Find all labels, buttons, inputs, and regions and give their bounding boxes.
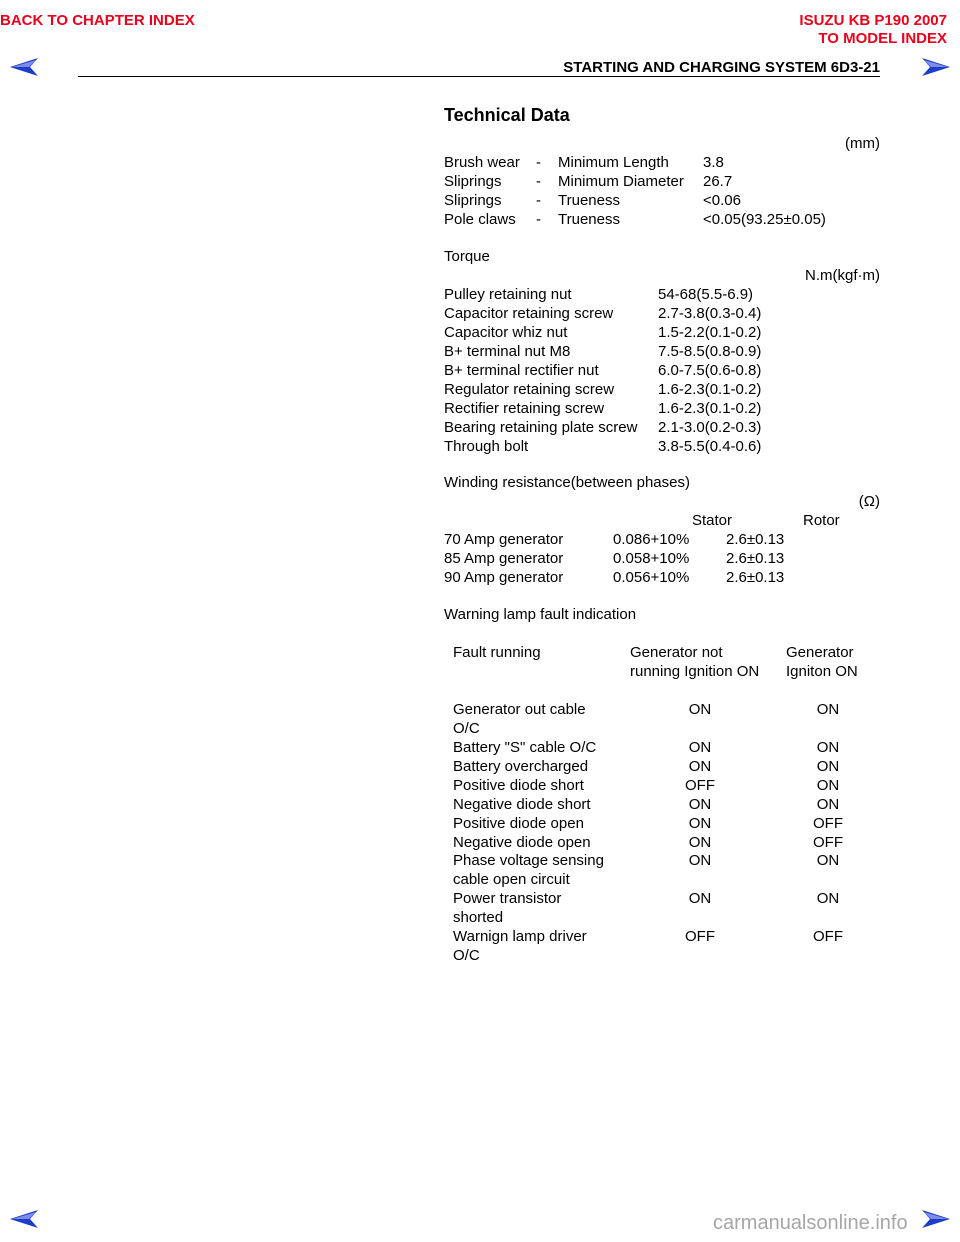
spec-cell: Sliprings (444, 192, 502, 209)
spec-cell: 3.8 (703, 154, 724, 171)
torque-value: 1.5-2.2(0.1-0.2) (658, 324, 762, 341)
spec-cell: Minimum Length (558, 154, 669, 171)
torque-value: 6.0-7.5(0.6-0.8) (658, 362, 762, 379)
back-to-chapter-index-link[interactable]: BACK TO CHAPTER INDEX (0, 12, 195, 29)
winding-unit: (Ω) (858, 493, 880, 510)
fault-name-continuation: cable open circuit (453, 871, 570, 888)
winding-generator: 90 Amp generator (444, 569, 564, 586)
not-running-status: OFF (685, 928, 715, 945)
spec-cell: Brush wear (444, 154, 520, 171)
spec-cell: 26.7 (703, 173, 733, 190)
running-status: OFF (813, 815, 843, 832)
spec-cell: Trueness (558, 211, 620, 228)
spec-cell: - (536, 211, 541, 228)
torque-value: 1.6-2.3(0.1-0.2) (658, 381, 762, 398)
spec-cell: - (536, 192, 541, 209)
section-title: Technical Data (444, 105, 570, 125)
torque-item: Rectifier retaining screw (444, 400, 605, 417)
specs-unit: (mm) (845, 135, 880, 152)
torque-item: Capacitor whiz nut (444, 324, 568, 341)
fault-name: Phase voltage sensing (453, 852, 604, 869)
running-status: OFF (813, 928, 843, 945)
not-running-status: ON (688, 890, 712, 907)
fault-name: Negative diode short (453, 796, 591, 813)
arrow-left-icon[interactable] (8, 1208, 40, 1230)
running-status: ON (816, 739, 840, 756)
spec-cell: Sliprings (444, 173, 502, 190)
page-header-title: STARTING AND CHARGING SYSTEM 6D3-21 (563, 59, 880, 76)
watermark-text: carmanualsonline.info (713, 1212, 908, 1234)
rotor-column-header: Rotor (803, 512, 840, 529)
fault-name: Warnign lamp driver (453, 928, 587, 945)
not-running-status: ON (688, 834, 712, 851)
winding-heading: Winding resistance(between phases) (444, 474, 690, 491)
torque-value: 54-68(5.5-6.9) (658, 286, 754, 303)
fault-name: Battery "S" cable O/C (453, 739, 597, 756)
fault-name-continuation: O/C (453, 720, 480, 737)
torque-value: 7.5-8.5(0.8-0.9) (658, 343, 762, 360)
model-title-link[interactable]: ISUZU KB P190 2007 (799, 12, 947, 29)
not-running-status: ON (688, 852, 712, 869)
torque-item: Regulator retaining screw (444, 381, 615, 398)
torque-value: 3.8-5.5(0.4-0.6) (658, 438, 762, 455)
running-status: ON (816, 852, 840, 869)
winding-stator-value: 0.086+10% (613, 531, 690, 548)
torque-value: 1.6-2.3(0.1-0.2) (658, 400, 762, 417)
running-status: OFF (813, 834, 843, 851)
torque-heading: Torque (444, 248, 490, 265)
running-status: ON (816, 701, 840, 718)
not-running-column-header-2: running Ignition ON (630, 663, 760, 680)
running-status: ON (816, 890, 840, 907)
torque-item: Capacitor retaining screw (444, 305, 614, 322)
torque-item: Through bolt (444, 438, 529, 455)
torque-item: Pulley retaining nut (444, 286, 572, 303)
torque-item: B+ terminal rectifier nut (444, 362, 599, 379)
arrow-left-icon[interactable] (8, 56, 40, 78)
fault-name-continuation: shorted (453, 909, 504, 926)
warning-heading: Warning lamp fault indication (444, 606, 637, 623)
not-running-column-header-1: Generator not (630, 644, 723, 661)
running-status: ON (816, 758, 840, 775)
fault-name: Power transistor (453, 890, 562, 907)
winding-generator: 70 Amp generator (444, 531, 564, 548)
arrow-right-icon[interactable] (920, 1208, 952, 1230)
spec-cell: <0.06 (703, 192, 741, 209)
not-running-status: ON (688, 701, 712, 718)
arrow-right-icon[interactable] (920, 56, 952, 78)
winding-rotor-value: 2.6±0.13 (726, 569, 785, 586)
fault-name: Generator out cable (453, 701, 586, 718)
to-model-index-link[interactable]: TO MODEL INDEX (818, 30, 947, 47)
fault-name: Positive diode open (453, 815, 584, 832)
not-running-status: ON (688, 815, 712, 832)
not-running-status: ON (688, 758, 712, 775)
spec-cell: - (536, 154, 541, 171)
running-column-header-2: Igniton ON (786, 663, 858, 680)
fault-name: Battery overcharged (453, 758, 589, 775)
stator-column-header: Stator (692, 512, 733, 529)
not-running-status: OFF (685, 777, 715, 794)
winding-rotor-value: 2.6±0.13 (726, 531, 785, 548)
fault-column-header: Fault running (453, 644, 541, 661)
fault-name-continuation: O/C (453, 947, 480, 964)
torque-item: B+ terminal nut M8 (444, 343, 571, 360)
not-running-status: ON (688, 796, 712, 813)
running-status: ON (816, 777, 840, 794)
spec-cell: Pole claws (444, 211, 516, 228)
spec-cell: <0.05(93.25±0.05) (703, 211, 826, 228)
winding-generator: 85 Amp generator (444, 550, 564, 567)
winding-rotor-value: 2.6±0.13 (726, 550, 785, 567)
spec-cell: Minimum Diameter (558, 173, 684, 190)
spec-cell: - (536, 173, 541, 190)
torque-value: 2.7-3.8(0.3-0.4) (658, 305, 762, 322)
torque-value: 2.1-3.0(0.2-0.3) (658, 419, 762, 436)
fault-name: Positive diode short (453, 777, 584, 794)
winding-stator-value: 0.058+10% (613, 550, 690, 567)
torque-unit: N.m(kgf·m) (805, 267, 880, 284)
running-column-header-1: Generator (786, 644, 854, 661)
header-rule (78, 76, 880, 77)
not-running-status: ON (688, 739, 712, 756)
fault-name: Negative diode open (453, 834, 591, 851)
torque-item: Bearing retaining plate screw (444, 419, 638, 436)
running-status: ON (816, 796, 840, 813)
winding-stator-value: 0.056+10% (613, 569, 690, 586)
spec-cell: Trueness (558, 192, 620, 209)
